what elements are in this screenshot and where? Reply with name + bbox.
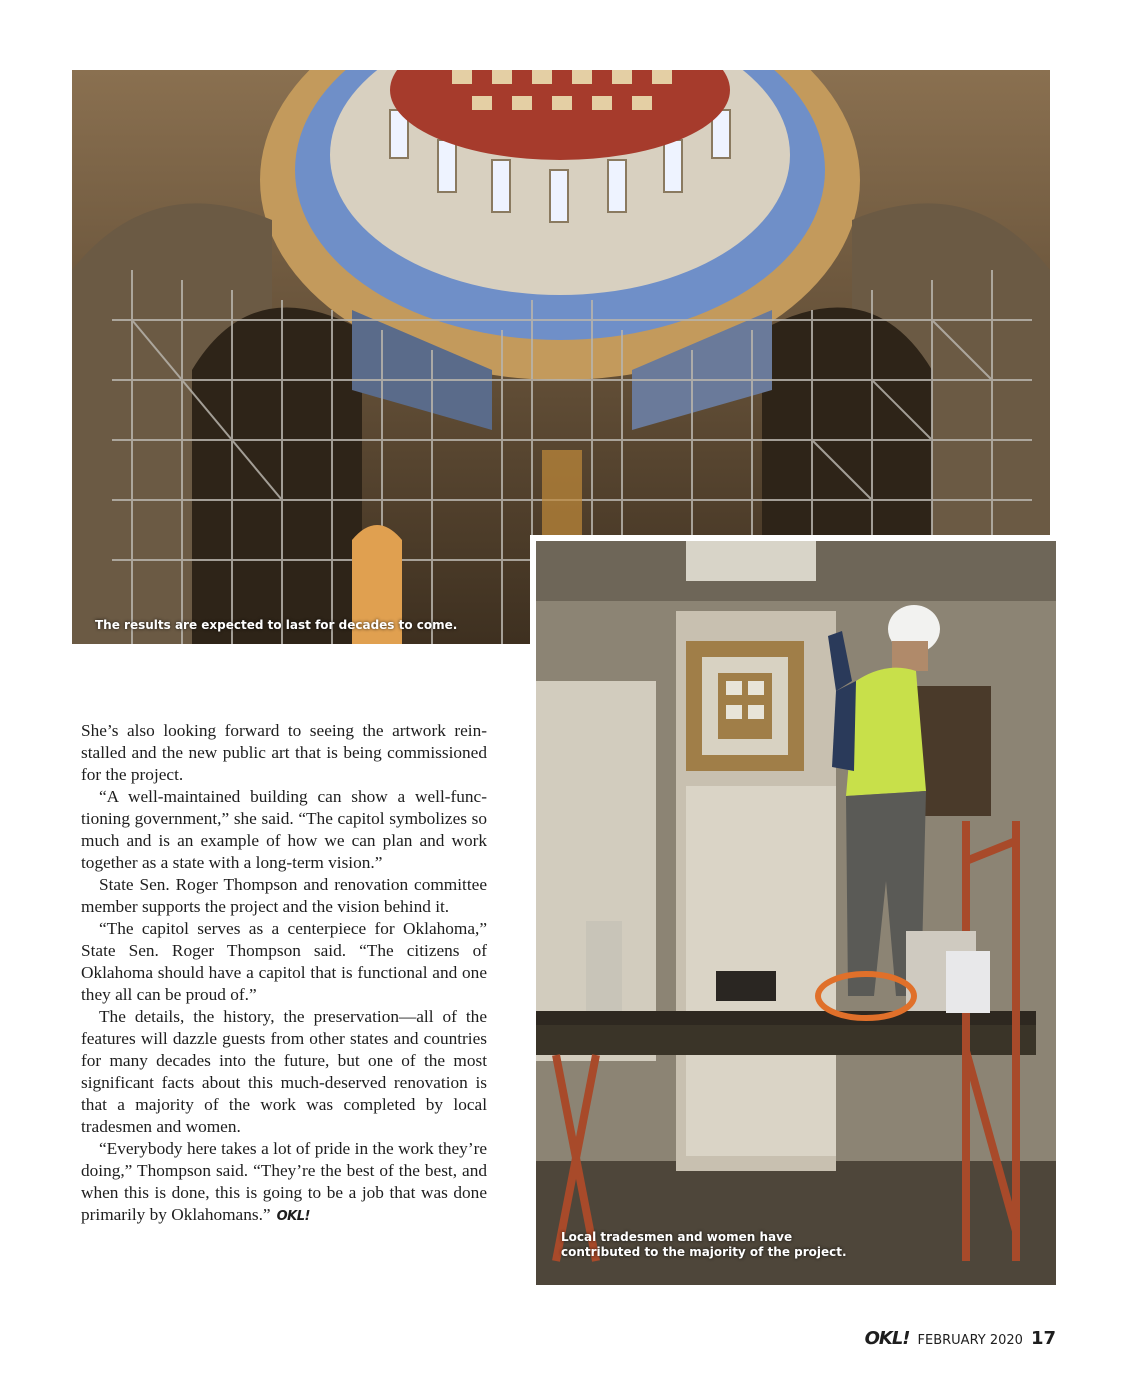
magazine-logo: OKL! <box>864 1328 910 1349</box>
bottom-photo-caption: Local tradesmen and women have contributed to the majority of the project. <box>561 1230 847 1259</box>
worker-illustration <box>536 541 1056 1285</box>
issue-date: FEBRUARY 2020 <box>917 1333 1023 1348</box>
article-paragraph: She’s also looking forward to seeing the artwork reinstalled and the new public art that is being commissioned for the project. <box>81 721 487 784</box>
article-paragraph: “A well-maintained building can show a well-functioning government,” she said. “The capitol symbolizes so much and is an example of how we can plan and work together as a state with a long-term vision.” <box>81 787 487 872</box>
article-paragraph: The details, the history, the preservation—all of the features will dazzle guests from other states and countries for many decades into the future, but one of the most significant facts about this much-deserved renovation is that a majority of the work was completed by local tradesmen and women. <box>81 1007 487 1136</box>
article-paragraph: “The capitol serves as a centerpiece for Oklahoma,” State Sen. Roger Thompson said. “The citizens of Oklahoma should have a capitol that is functional and one they all can be proud of.” <box>81 919 487 1004</box>
article-paragraph-text: “Everybody here takes a lot of pride in the work they’re doing,” Thompson said. “They’re the best of the best, and when this is done, this is going to be a job that was done primarily by Oklahomans.” <box>81 1139 487 1224</box>
article-body <box>81 720 487 1228</box>
page-folio <box>865 1328 1056 1349</box>
page-number: 17 <box>1030 1328 1056 1349</box>
end-mark-logo: OKL! <box>276 1209 310 1224</box>
top-photo-caption: The results are expected to last for decades to come. <box>95 618 458 632</box>
tradesman-photo <box>530 535 1056 1285</box>
article-last-paragraph <box>81 1138 487 1228</box>
article-paragraph: State Sen. Roger Thompson and renovation committee member supports the project and the vision behind it. <box>81 875 487 916</box>
